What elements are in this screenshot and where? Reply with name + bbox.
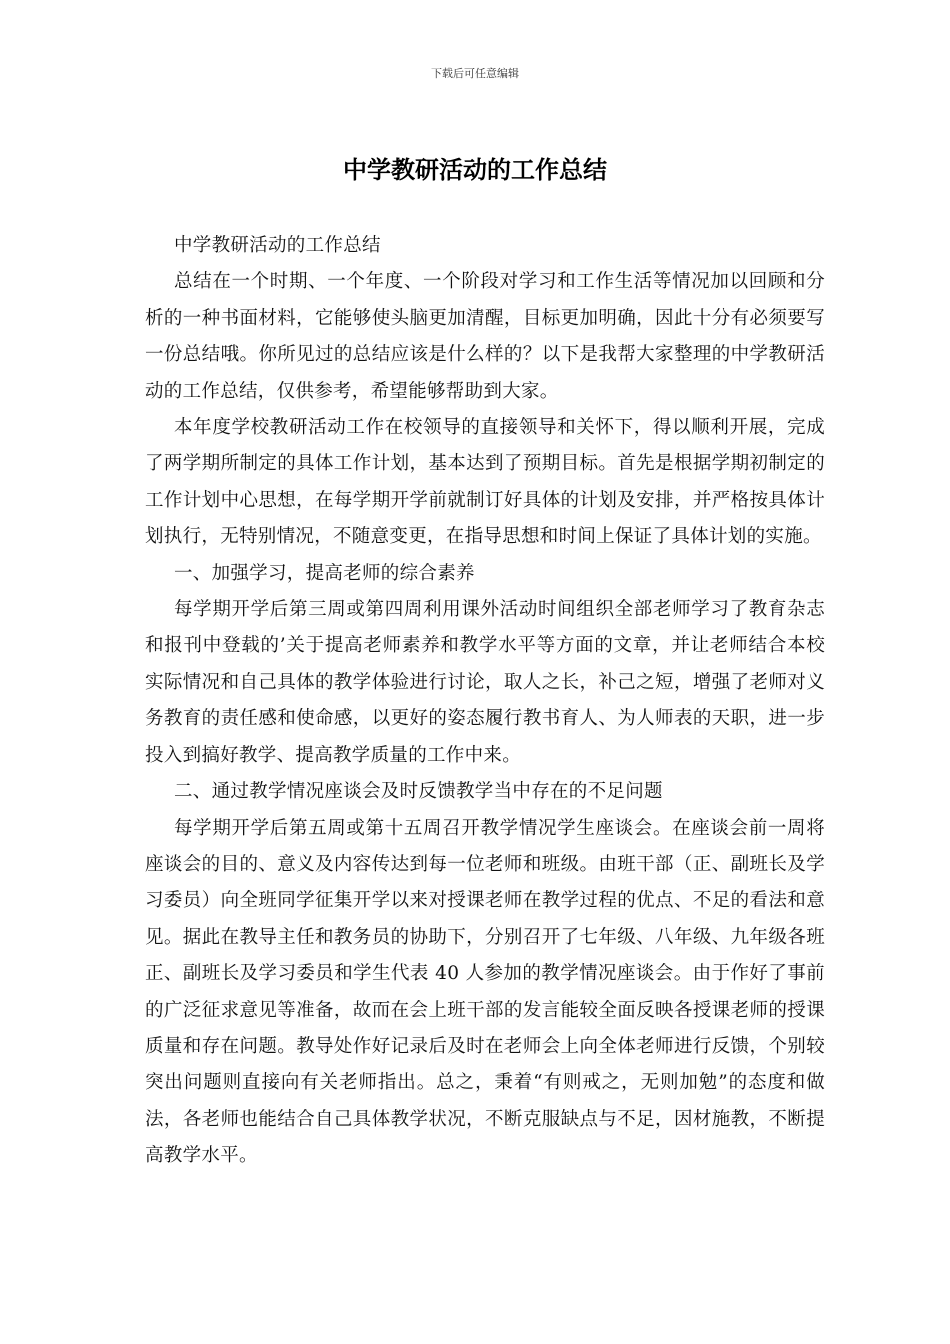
paragraph-section-1: 每学期开学后第三周或第四周利用课外活动时间组织全部老师学习了教育杂志和报刊中登载的’关于提高老师素养和教学水平等方面的文章，并让老师结合本校实际情况和自己具体的教学体验进行讨论，取人之长，补己之短，增强了老师对义务教育的责任感和使命感，以更好的姿态履行教书育人、为人师表的天职，进一步投入到搞好教学、提高教学质量的工作中来。 <box>145 599 825 766</box>
paragraph-intro: 总结在一个时期、一个年度、一个阶段对学习和工作生活等情况加以回顾和分析的一种书面材料，它能够使头脑更加清醒，目标更加明确，因此十分有必须要写一份总结哦。你所见过的总结应该是什么样的？以下是我帮大家整理的中学教研活动的工作总结，仅供参考，希望能够帮助到大家。 <box>145 271 825 402</box>
document-title: 中学教研活动的工作总结 <box>343 155 607 184</box>
header-note: 下载后可任意编辑 <box>431 67 519 80</box>
section-heading-2: 二、通过教学情况座谈会及时反馈教学当中存在的不足问题 <box>174 781 663 803</box>
paragraph-subtitle: 中学教研活动的工作总结 <box>174 235 381 256</box>
document-body <box>145 228 825 1175</box>
paragraph-overview: 本年度学校教研活动工作在校领导的直接领导和关怀下，得以顺利开展，完成了两学期所制定的具体工作计划，基本达到了预期目标。首先是根据学期初制定的工作计划中心思想，在每学期开学前就制订好具体的计划及安排，并严格按具体计划执行，无特别情况，不随意变更，在指导思想和时间上保证了具体计划的实施。 <box>145 417 825 548</box>
paragraph-section-2: 每学期开学后第五周或第十五周召开教学情况学生座谈会。在座谈会前一周将座谈会的目的、意义及内容传达到每一位老师和班级。由班干部（正、副班长及学习委员）向全班同学征集开学以来对授课老师在教学过程的优点、不足的看法和意见。据此在教导主任和教务员的协助下，分别召开了七年级、八年级、九年级各班正、副班长及学习委员和学生代表 40 人参加的教学情况座谈会。由于作好了事前的广泛征求意见等准备，故而在会上班干部的发言能较全面反映各授课老师的授课质量和存在问题。教导处作好记录后及时在老师会上向全体老师进行反馈，个别较突出问题则直接向有关老师指出。总之，秉着“有则戒之，无则加勉”的态度和做法，各老师也能结合自己具体教学状况，不断克服缺点与不足，因材施教，不断提高教学水平。 <box>145 817 825 1167</box>
section-heading-1: 一、加强学习，提高老师的综合素养 <box>174 562 475 584</box>
